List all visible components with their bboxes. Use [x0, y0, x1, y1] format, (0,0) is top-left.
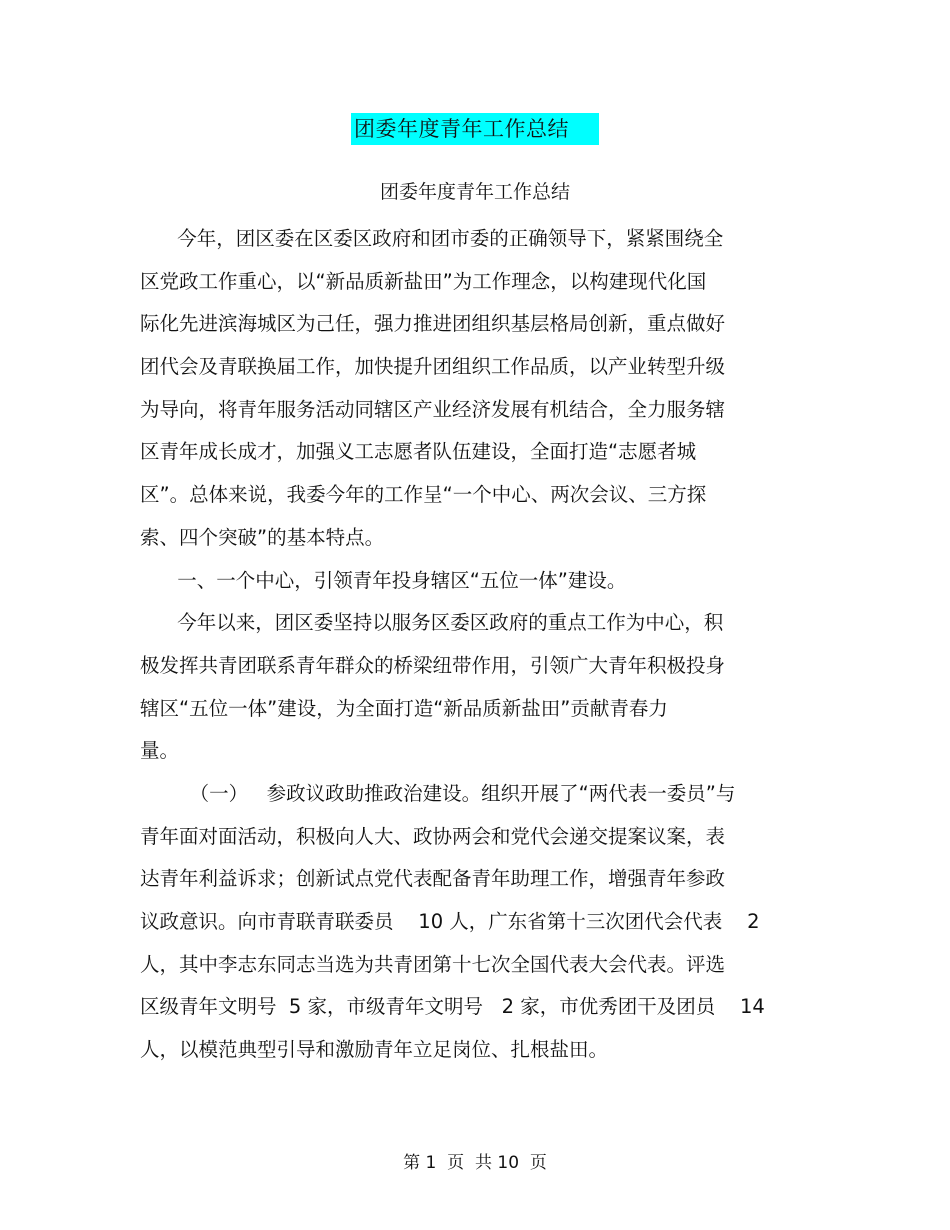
body-line: 人，以模范典型引导和激励青年立足岗位、扎根盐田。 [140, 1038, 609, 1062]
title-area [0, 113, 950, 145]
document-subtitle: 团委年度青年工作总结 [379, 181, 570, 203]
body-line: （一） 参政议政助推政治建设。组织开展了“两代表一委员”与 [140, 781, 736, 805]
body-line: 区青年成长成才，加强义工志愿者队伍建设，全面打造“志愿者城 [140, 440, 697, 464]
body-line: 为导向，将青年服务活动同辖区产业经济发展有机结合，全力服务辖 [140, 397, 726, 421]
body-line: 区党政工作重心，以“新品质新盐田”为工作理念，以构建现代化国 [140, 269, 707, 293]
body-line: 今年，团区委在区委区政府和团市委的正确领导下，紧紧围绕全 [140, 227, 724, 250]
body-line: 青年面对面活动，积极向人大、政协两会和党代会递交提案议案，表 [140, 824, 726, 848]
body-line: 际化先进滨海城区为己任，强力推进团组织基层格局创新，重点做好 [140, 312, 726, 336]
document-body [140, 218, 780, 1072]
body-line: 人，其中李志东同志当选为共青团第十七次全国代表大会代表。评选 [140, 952, 726, 976]
body-line: 量。 [140, 739, 180, 763]
body-line: 今年以来，团区委坚持以服务区委区政府的重点工作为中心，积 [140, 611, 724, 635]
body-line: 区级青年文明号 5 家，市级青年文明号 2 家，市优秀团干及团员 14 [140, 995, 765, 1019]
body-line: 议政意识。向市青联青联委员 10 人，广东省第十三次团代会代表 2 [140, 910, 760, 933]
page-footer: 第 1 页 共 10 页 [403, 1153, 547, 1173]
document-title: 团委年度青年工作总结 [351, 113, 599, 145]
body-line: 达青年利益诉求；创新试点党代表配备青年助理工作，增强青年参政 [140, 867, 726, 891]
body-line: 索、四个突破”的基本特点。 [140, 525, 385, 549]
body-line: 一、一个中心，引领青年投身辖区“五位一体”建设。 [140, 568, 627, 592]
body-line: 区”。总体来说，我委今年的工作呈“一个中心、两次会议、三方探 [140, 483, 707, 507]
body-line: 辖区“五位一体”建设，为全面打造“新品质新盐田”贡献青春力 [140, 696, 668, 720]
body-line: 团代会及青联换届工作，加快提升团组织工作品质，以产业转型升级 [140, 355, 726, 379]
body-line: 极发挥共青团联系青年群众的桥梁纽带作用，引领广大青年积极投身 [140, 653, 726, 677]
